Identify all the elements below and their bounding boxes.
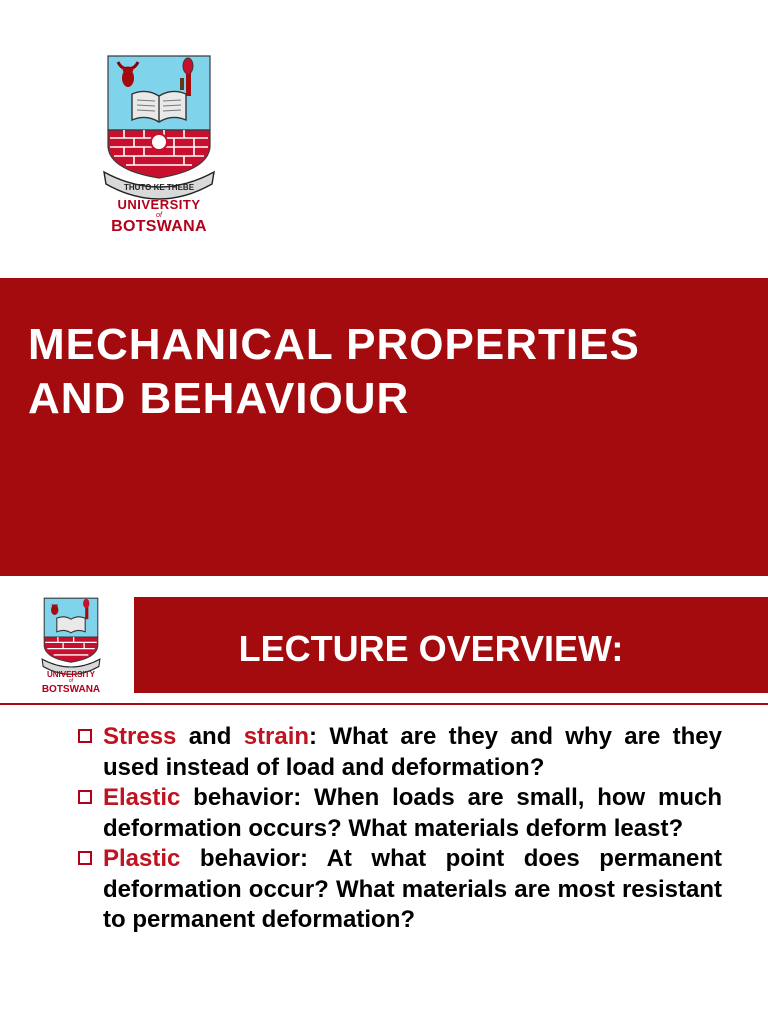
bullet-text: behavior: At what point does permanent deformation occur? What materials are most resistant to permanent deformation?: [103, 845, 722, 933]
university-name-small-line2: BOTSWANA: [41, 684, 101, 695]
university-name-small: [36, 670, 106, 695]
bullet-keyword: Elastic: [103, 784, 181, 811]
divider: [0, 703, 768, 705]
university-name-small-of: of: [68, 678, 74, 684]
open-book-icon: [132, 91, 186, 122]
university-name-of: of: [156, 212, 162, 219]
university-name-small-line1: UNIVERSITY: [46, 670, 95, 679]
bullet-keyword: Stress: [103, 723, 177, 750]
checkbox-bullet-icon: [78, 851, 92, 865]
slide-title: MECHANICAL PROPERTIES AND BEHAVIOUR: [28, 320, 640, 423]
bullet-list: [76, 722, 722, 936]
bullet-keyword: strain: [243, 723, 310, 750]
university-name-line1: UNIVERSITY: [117, 197, 201, 212]
university-name-line2: BOTSWANA: [111, 218, 207, 235]
bullet-item-stress-strain: [76, 722, 722, 783]
bullet-text: : What are they and why are they used instead of load and deformation?: [103, 723, 722, 781]
bullet-item-elastic: [76, 783, 722, 844]
university-name: [100, 198, 218, 235]
checkbox-bullet-icon: [78, 790, 92, 804]
checkbox-bullet-icon: [78, 729, 92, 743]
bullet-text: behavior: When loads are small, how much deformation occurs? What materials deform least?: [103, 784, 722, 842]
bullet-item-plastic: [76, 844, 722, 936]
slide-header: LECTURE OVERVIEW:: [238, 628, 624, 669]
svg-text:THUTO KE THEBE: THUTO KE THEBE: [123, 183, 195, 192]
bullet-keyword: Plastic: [103, 845, 181, 872]
cog-icon: [151, 134, 167, 150]
bullet-text: and: [176, 723, 244, 750]
